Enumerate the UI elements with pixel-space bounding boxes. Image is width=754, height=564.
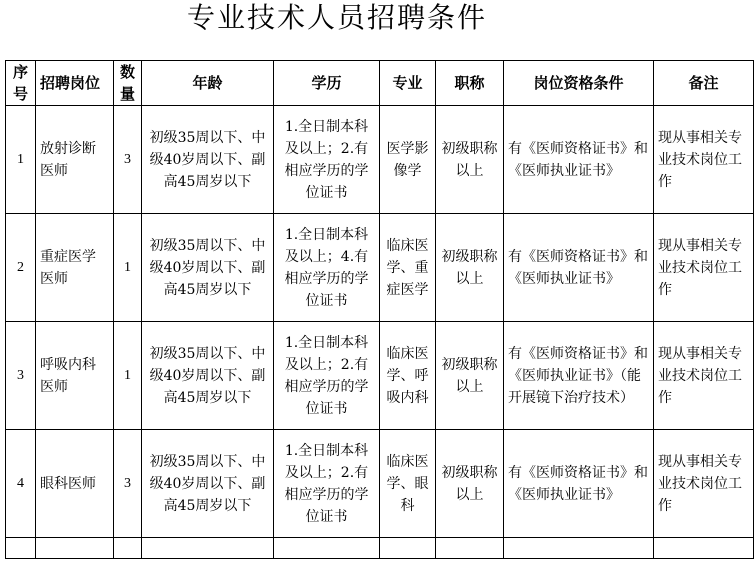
cell-major: 临床医学、呼吸内科	[380, 322, 436, 430]
cell-count: 3	[114, 430, 142, 538]
cell-age: 初级35周以下、中级40岁周以下、副高45周岁以下	[142, 106, 274, 214]
table-row-partial	[6, 538, 754, 559]
cell-major: 临床医学、重症医学	[380, 214, 436, 322]
col-header-title: 职称	[436, 61, 504, 106]
table-row	[6, 430, 754, 538]
cell-major: 临床医学、眼科	[380, 430, 436, 538]
col-header-count: 数量	[114, 61, 142, 106]
cell-age: 初级35周以下、中级40岁周以下、副高45周岁以下	[142, 430, 274, 538]
cell-no: 3	[6, 322, 36, 430]
cell-no: 4	[6, 430, 36, 538]
cell-remark: 现从事相关专业技术岗位工作	[654, 322, 754, 430]
cell-position: 呼吸内科医师	[36, 322, 114, 430]
cell-title: 初级职称以上	[436, 322, 504, 430]
cell-position: 放射诊断医师	[36, 106, 114, 214]
empty-cell	[6, 538, 36, 559]
cell-education: 1.全日制本科及以上；2.有相应学历的学位证书	[274, 430, 380, 538]
cell-no: 1	[6, 106, 36, 214]
cell-education: 1.全日制本科及以上；2.有相应学历的学位证书	[274, 322, 380, 430]
cell-count: 1	[114, 214, 142, 322]
cell-qualification: 有《医师资格证书》和《医师执业证书》	[504, 214, 654, 322]
page-title: 专业技术人员招聘条件	[186, 1, 487, 34]
cell-position: 眼科医师	[36, 430, 114, 538]
cell-age: 初级35周以下、中级40岁周以下、副高45周岁以下	[142, 322, 274, 430]
header-row	[6, 61, 754, 106]
cell-position: 重症医学医师	[36, 214, 114, 322]
cell-no: 2	[6, 214, 36, 322]
table-row	[6, 106, 754, 214]
cell-title: 初级职称以上	[436, 214, 504, 322]
cell-qualification: 有《医师资格证书》和《医师执业证书》	[504, 106, 654, 214]
cell-education: 1.全日制本科及以上；2.有相应学历的学位证书	[274, 106, 380, 214]
col-header-age: 年龄	[142, 61, 274, 106]
col-header-no: 序号	[6, 61, 36, 106]
cell-qualification: 有《医师资格证书》和《医师执业证书》	[504, 430, 654, 538]
recruitment-table	[5, 60, 754, 559]
empty-cell	[274, 538, 380, 559]
cell-education: 1.全日制本科及以上；4.有相应学历的学位证书	[274, 214, 380, 322]
col-header-qualification: 岗位资格条件	[504, 61, 654, 106]
empty-cell	[504, 538, 654, 559]
cell-remark: 现从事相关专业技术岗位工作	[654, 214, 754, 322]
cell-major: 医学影像学	[380, 106, 436, 214]
cell-count: 3	[114, 106, 142, 214]
cell-qualification: 有《医师资格证书》和《医师执业证书》（能开展镜下治疗技术）	[504, 322, 654, 430]
table-row	[6, 322, 754, 430]
empty-cell	[36, 538, 114, 559]
col-header-position: 招聘岗位	[36, 61, 114, 106]
col-header-major: 专业	[380, 61, 436, 106]
col-header-education: 学历	[274, 61, 380, 106]
table-row	[6, 214, 754, 322]
cell-title: 初级职称以上	[436, 106, 504, 214]
cell-age: 初级35周以下、中级40岁周以下、副高45周岁以下	[142, 214, 274, 322]
cell-remark: 现从事相关专业技术岗位工作	[654, 106, 754, 214]
empty-cell	[654, 538, 754, 559]
cell-count: 1	[114, 322, 142, 430]
cell-remark: 现从事相关专业技术岗位工作	[654, 430, 754, 538]
empty-cell	[436, 538, 504, 559]
col-header-remark: 备注	[654, 61, 754, 106]
cell-title: 初级职称以上	[436, 430, 504, 538]
empty-cell	[114, 538, 142, 559]
empty-cell	[142, 538, 274, 559]
empty-cell	[380, 538, 436, 559]
